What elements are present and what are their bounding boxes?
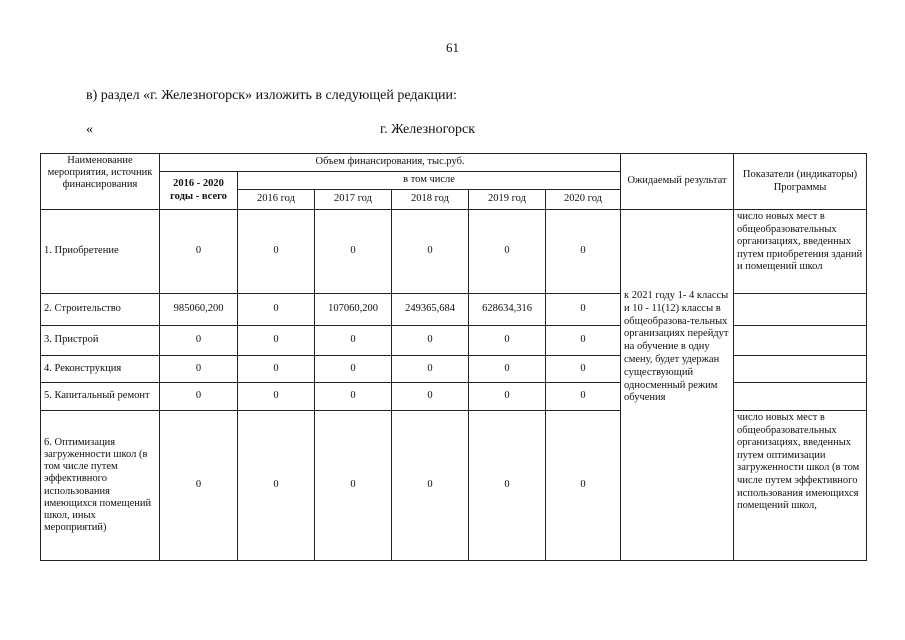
cell-2017: 0 — [315, 210, 392, 294]
header-including: в том числе — [238, 172, 621, 190]
page-number: 61 — [446, 40, 459, 55]
indicator-cell — [734, 326, 867, 356]
header-year-2018: 2018 год — [392, 190, 469, 210]
indicator-cell: число новых мест в общеобразовательных организациях, введенных путем оптимизации загруженности школ (в том числе путем эффективного использования имеющихся помещений школ, — [734, 411, 867, 561]
cell-2018: 0 — [392, 326, 469, 356]
indicator-cell — [734, 294, 867, 326]
cell-2017: 0 — [315, 326, 392, 356]
cell-2017: 107060,200 — [315, 294, 392, 326]
cell-2019: 0 — [469, 383, 546, 411]
row-name: 3. Пристрой — [41, 326, 160, 356]
row-name: 5. Капитальный ремонт — [41, 383, 160, 411]
cell-2017: 0 — [315, 356, 392, 383]
table-row — [41, 356, 867, 383]
row-name: 2. Строительство — [41, 294, 160, 326]
cell-2016: 0 — [238, 294, 315, 326]
cell-total: 0 — [160, 210, 238, 294]
cell-2020: 0 — [546, 356, 621, 383]
city-heading: г. Железногорск — [380, 122, 476, 137]
intro-text: в) раздел «г. Железногорск» изложить в следующей редакции: — [86, 88, 457, 103]
expected-result-cell: к 2021 году 1- 4 классы и 10 - 11(12) классы в общеобразова-тельных организациях перейдут на обучение в одну смену, будет удержан существующий односменный режим обучения — [621, 210, 734, 561]
cell-total: 985060,200 — [160, 294, 238, 326]
header-year-2016: 2016 год — [238, 190, 315, 210]
cell-2016: 0 — [238, 326, 315, 356]
indicator-cell — [734, 383, 867, 411]
cell-2016: 0 — [238, 383, 315, 411]
table-row — [41, 326, 867, 356]
cell-2019: 628634,316 — [469, 294, 546, 326]
header-year-2019: 2019 год — [469, 190, 546, 210]
cell-total: 0 — [160, 411, 238, 561]
cell-total: 0 — [160, 326, 238, 356]
financing-table — [40, 153, 867, 561]
row-name: 6. Оптимизация загруженности школ (в том числе путем эффективного использования имеющихся помещений школ, иных мероприятий) — [41, 411, 160, 561]
table-row — [41, 411, 867, 561]
cell-2018: 249365,684 — [392, 294, 469, 326]
cell-2016: 0 — [238, 411, 315, 561]
cell-total: 0 — [160, 383, 238, 411]
header-year-2017: 2017 год — [315, 190, 392, 210]
header-year-2020: 2020 год — [546, 190, 621, 210]
table-row — [41, 294, 867, 326]
cell-2019: 0 — [469, 210, 546, 294]
cell-2019: 0 — [469, 326, 546, 356]
cell-2019: 0 — [469, 411, 546, 561]
cell-2018: 0 — [392, 383, 469, 411]
cell-2016: 0 — [238, 210, 315, 294]
table-row — [41, 383, 867, 411]
header-measure-name: Наименование мероприятия, источник финансирования — [41, 154, 160, 210]
row-name: 4. Реконструкция — [41, 356, 160, 383]
header-expected-result: Ожидаемый результат — [621, 154, 734, 210]
cell-2019: 0 — [469, 356, 546, 383]
header-total: 2016 - 2020 годы - всего — [160, 172, 238, 210]
opening-quote: « — [86, 122, 93, 137]
row-name: 1. Приобретение — [41, 210, 160, 294]
cell-2020: 0 — [546, 383, 621, 411]
cell-2018: 0 — [392, 210, 469, 294]
indicator-cell: число новых мест в общеобразовательных организациях, введенных путем приобретения зданий и помещений школ — [734, 210, 867, 294]
indicator-cell — [734, 356, 867, 383]
cell-2018: 0 — [392, 356, 469, 383]
header-financing: Объем финансирования, тыс.руб. — [160, 154, 621, 172]
cell-2017: 0 — [315, 411, 392, 561]
cell-total: 0 — [160, 356, 238, 383]
cell-2020: 0 — [546, 411, 621, 561]
cell-2020: 0 — [546, 294, 621, 326]
cell-2020: 0 — [546, 326, 621, 356]
header-indicators: Показатели (индикаторы) Программы — [734, 154, 867, 210]
cell-2016: 0 — [238, 356, 315, 383]
cell-2020: 0 — [546, 210, 621, 294]
table-row — [41, 210, 867, 294]
cell-2017: 0 — [315, 383, 392, 411]
cell-2018: 0 — [392, 411, 469, 561]
